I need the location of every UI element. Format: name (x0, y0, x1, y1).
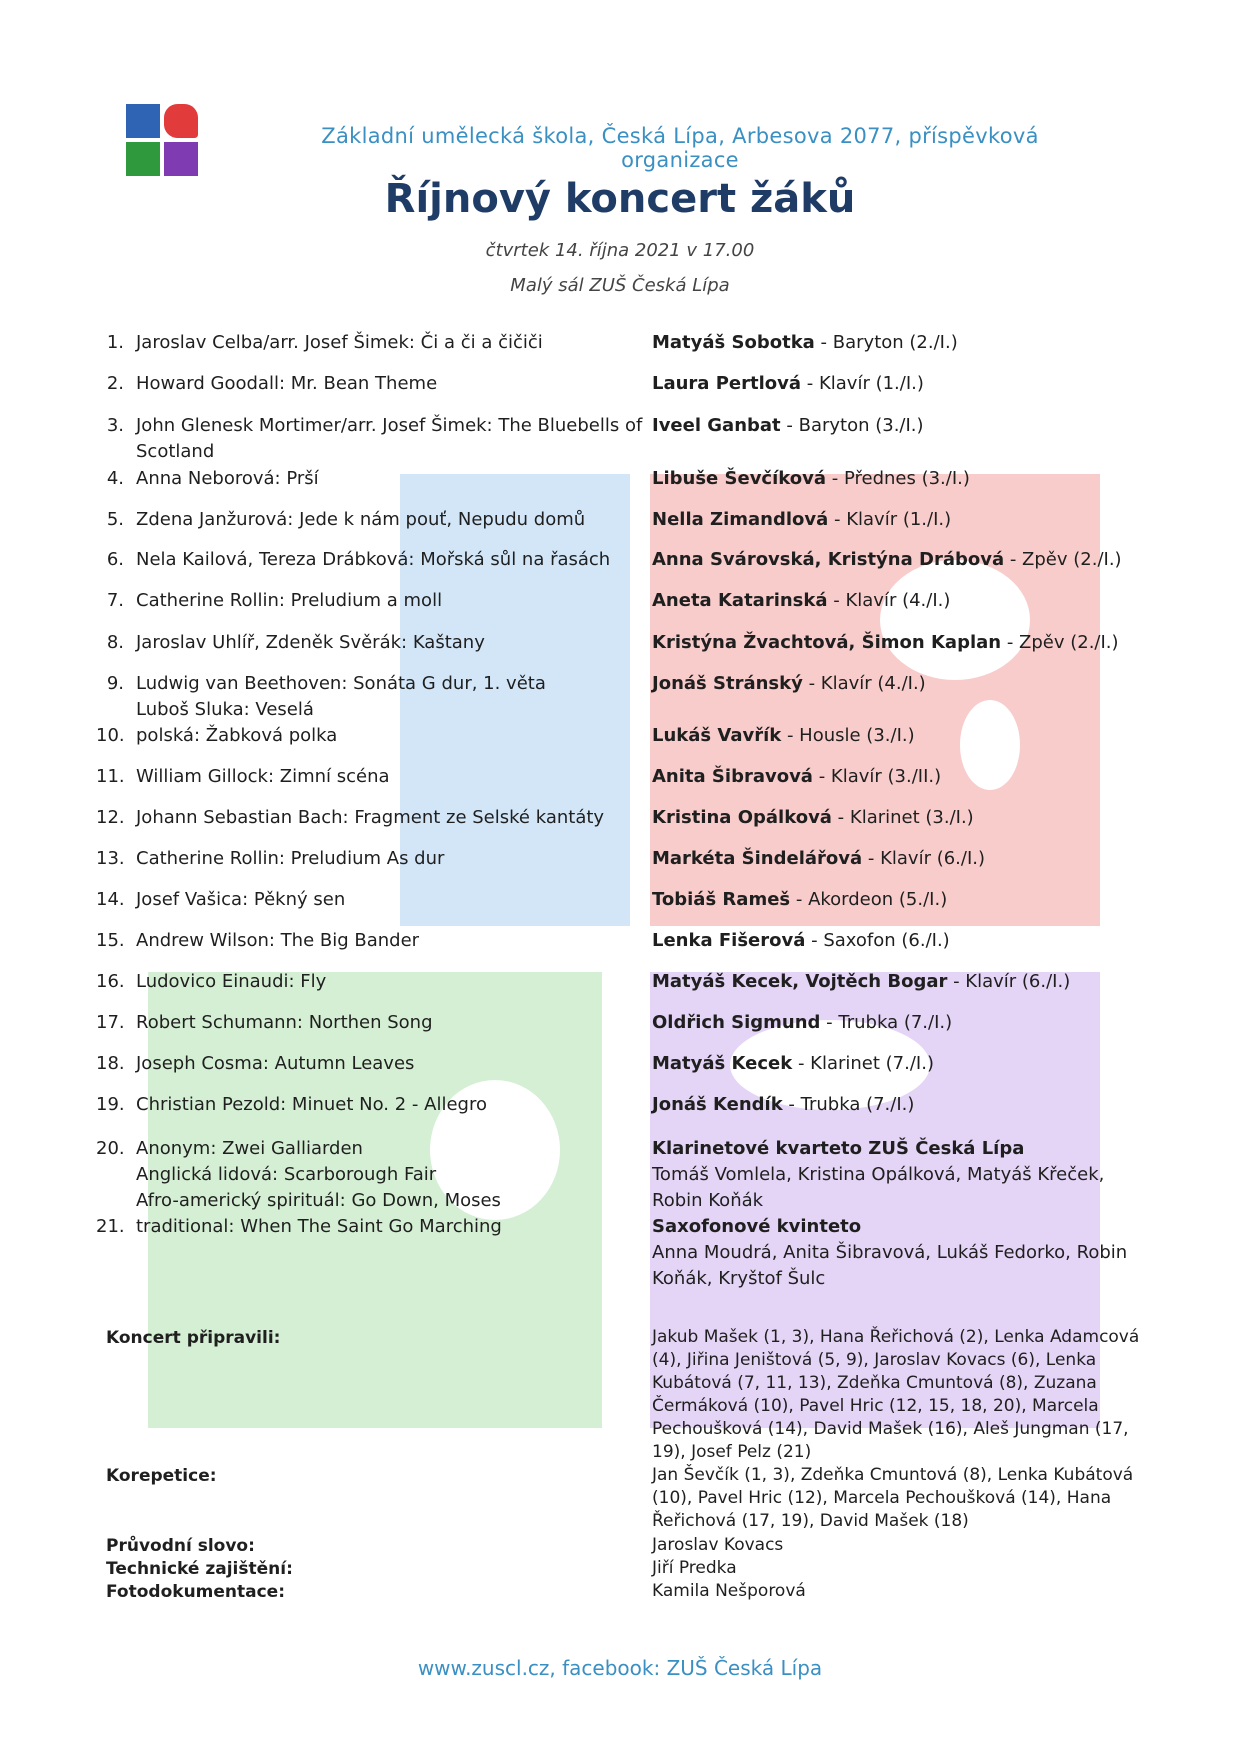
ensemble-name: Klarinetové kvarteto ZUŠ Česká Lípa (652, 1138, 1025, 1159)
performer-instrument: - Trubka (7./I.) (820, 1012, 953, 1033)
item-number: 20. (96, 1138, 125, 1159)
credit-label-photo: Fotodokumentace: (106, 1582, 286, 1602)
item-number: 17. (96, 1012, 125, 1033)
item-number: 13. (96, 848, 125, 869)
item-piece: Ludwig van Beethoven: Sonáta G dur, 1. věta (136, 673, 546, 694)
item-performer (652, 805, 1152, 831)
credit-text-korepetice: Jan Ševčík (1, 3), Zdeňka Cmuntová (8), Lenka Kubátová (10), Pavel Hric (12), Marcela Pechoušková (14), Hana Řeřichová (17, 19), David Mašek (18) (652, 1465, 1134, 1531)
item-performer (652, 466, 1152, 492)
item-number: 1. (106, 332, 124, 353)
concert-date: čtvrtek 14. října 2021 v 17.00 (485, 240, 755, 261)
item-piece: Jaroslav Uhlíř, Zdeněk Svěrák: Kaštany (136, 632, 485, 653)
item-performer (652, 330, 1152, 356)
performer-name: Libuše Ševčíková (652, 468, 827, 489)
ensemble-members: Tomáš Vomlela, Kristina Opálková, Matyáš Křeček, Robin Koňák (652, 1164, 1105, 1211)
credit-label-speech: Průvodní slovo: (106, 1536, 255, 1556)
item-number: 4. (106, 468, 124, 489)
item-number: 6. (106, 549, 124, 570)
performer-instrument: - Klavír (6./I.) (862, 848, 986, 869)
performer-name: Anita Šibravová (652, 766, 813, 787)
performer-name: Lenka Fišerová (652, 930, 806, 951)
item-performer (652, 1010, 1152, 1036)
item-number: 21. (96, 1216, 125, 1237)
item-number: 16. (96, 971, 125, 992)
performer-instrument: - Klavír (1./I.) (828, 509, 952, 530)
performer-name: Kristina Opálková (652, 807, 832, 828)
credit-label-prepared: Koncert připravili: (106, 1328, 281, 1348)
item-number: 19. (96, 1094, 125, 1115)
credit-text-tech: Jiří Predka (652, 1558, 737, 1578)
performer-instrument: - Saxofon (6./I.) (805, 930, 950, 951)
page-title: Říjnový koncert žáků (384, 176, 856, 222)
item-performer (652, 969, 1152, 995)
item-performer (652, 764, 1152, 790)
item-performer (652, 507, 1152, 533)
item-performer (652, 723, 1152, 749)
performer-name: Laura Pertlová (652, 373, 802, 394)
item-piece: Josef Vašica: Pěkný sen (136, 889, 346, 910)
concert-venue: Malý sál ZUŠ Česká Lípa (510, 275, 730, 296)
performer-name: Anna Svárovská, Kristýna Drábová (652, 549, 1005, 570)
performer-instrument: - Klavír (3./II.) (812, 766, 942, 787)
performer-instrument: - Trubka (7./I.) (782, 1094, 915, 1115)
credit-label-korepetice: Korepetice: (106, 1466, 217, 1486)
item-piece: Joseph Cosma: Autumn Leaves (136, 1053, 415, 1074)
item-number: 11. (96, 766, 125, 787)
item-piece: Anonym: Zwei Galliarden (136, 1138, 363, 1159)
item-piece: Zdena Janžurová: Jede k nám pouť, Nepudu domů (136, 509, 586, 530)
performer-instrument: - Zpěv (2./I.) (1001, 632, 1119, 653)
item-performer (652, 588, 1152, 614)
item-piece: Jaroslav Celba/arr. Josef Šimek: Či a či a čičiči (136, 332, 543, 353)
item-performer (652, 846, 1152, 872)
credit-text-speech: Jaroslav Kovacs (652, 1535, 784, 1555)
item-number: 2. (106, 373, 124, 394)
performer-instrument: - Přednes (3./I.) (826, 468, 970, 489)
item-piece: Christian Pezold: Minuet No. 2 - Allegro (136, 1094, 487, 1115)
item-performer (652, 413, 1152, 439)
item-performer (652, 671, 1152, 697)
credit-label-tech: Technické zajištění: (106, 1559, 293, 1579)
performer-instrument: - Akordeon (5./I.) (790, 889, 948, 910)
item-pieces (136, 1136, 646, 1214)
item-performer (652, 371, 1152, 397)
background-blob (880, 560, 1030, 680)
item-number: 14. (96, 889, 125, 910)
performer-name: Lukáš Vavřík (652, 725, 782, 746)
item-performer (652, 1092, 1152, 1118)
performer-instrument: - Baryton (3./I.) (780, 415, 924, 436)
item-performer (652, 1051, 1152, 1077)
performer-instrument: - Klarinet (7./I.) (792, 1053, 934, 1074)
item-piece: Andrew Wilson: The Big Bander (136, 930, 420, 951)
item-piece: John Glenesk Mortimer/arr. Josef Šimek: The Bluebells of Scotland (136, 415, 643, 462)
performer-name: Matyáš Sobotka (652, 332, 815, 353)
performer-name: Nella Zimandlová (652, 509, 829, 530)
item-piece: William Gillock: Zimní scéna (136, 766, 390, 787)
item-performer (652, 928, 1152, 954)
item-number: 8. (106, 632, 124, 653)
performer-name: Iveel Ganbat (652, 415, 781, 436)
performer-instrument: - Klarinet (3./I.) (831, 807, 974, 828)
footer-links: www.zuscl.cz, facebook: ZUŠ Česká Lípa (417, 1656, 823, 1680)
item-piece: Anna Neborová: Prší (136, 468, 319, 489)
item-piece: Catherine Rollin: Preludium As dur (136, 848, 445, 869)
item-piece: Johann Sebastian Bach: Fragment ze Selské kantáty (136, 807, 605, 828)
item-number: 3. (106, 415, 124, 436)
performer-name: Aneta Katarinská (652, 590, 828, 611)
item-piece: Catherine Rollin: Preludium a moll (136, 590, 443, 611)
item-piece: Howard Goodall: Mr. Bean Theme (136, 373, 438, 394)
performer-name: Markéta Šindelářová (652, 848, 863, 869)
item-piece: traditional: When The Saint Go Marching (136, 1216, 502, 1237)
performer-name: Jonáš Kendík (652, 1094, 783, 1115)
performer-instrument: - Zpěv (2./I.) (1004, 549, 1122, 570)
item-piece: Luboš Sluka: Veselá (136, 699, 314, 720)
item-performer (652, 630, 1152, 656)
performer-name: Tobiáš Rameš (652, 889, 791, 910)
item-performer (652, 1214, 1152, 1292)
performer-instrument: - Klavír (4./I.) (827, 590, 951, 611)
item-piece: Nela Kailová, Tereza Drábková: Mořská sůl na řasách (136, 549, 611, 570)
performer-instrument: - Klavír (1./I.) (801, 373, 924, 394)
item-number: 18. (96, 1053, 125, 1074)
item-number: 9. (106, 673, 124, 694)
item-performer (652, 1136, 1152, 1214)
item-number: 15. (96, 930, 125, 951)
credit-text-photo: Kamila Nešporová (652, 1581, 806, 1601)
ensemble-name: Saxofonové kvinteto (652, 1216, 862, 1237)
item-number: 10. (96, 725, 125, 746)
item-piece: Ludovico Einaudi: Fly (136, 971, 327, 992)
item-piece: Anglická lidová: Scarborough Fair (136, 1164, 437, 1185)
ensemble-members: Anna Moudrá, Anita Šibravová, Lukáš Fedorko, Robin Koňák, Kryštof Šulc (652, 1242, 1128, 1289)
performer-name: Jonáš Stránský (652, 673, 803, 694)
performer-name: Oldřich Sigmund (652, 1012, 821, 1033)
performer-instrument: - Klavír (6./I.) (947, 971, 1071, 992)
performer-instrument: - Klavír (4./I.) (802, 673, 926, 694)
performer-name: Matyáš Kecek (652, 1053, 793, 1074)
item-performer (652, 547, 1152, 573)
credit-text-prepared: Jakub Mašek (1, 3), Hana Řeřichová (2), Lenka Adamcová (4), Jiřina Jeništová (5, 9), Jaroslav Kovacs (6), Lenka Kubátová (7, 11, 13), Zdeňka Cmuntová (8), Zuzana Čermáková (10), Pavel Hric (12, 15, 18, 20), Marcela Pechoušková (14), David Mašek (16), Aleš Jungman (17, 19), Josef Pelz (21) (652, 1327, 1140, 1462)
item-performer (652, 887, 1152, 913)
item-piece: polská: Žabková polka (136, 725, 338, 746)
school-logo (126, 104, 198, 176)
performer-name: Kristýna Žvachtová, Šimon Kaplan (652, 632, 1002, 653)
item-piece: Robert Schumann: Northen Song (136, 1012, 433, 1033)
item-number: 12. (96, 807, 125, 828)
item-piece: Afro-americký spirituál: Go Down, Moses (136, 1190, 501, 1211)
item-number: 7. (106, 590, 124, 611)
performer-instrument: - Baryton (2./I.) (814, 332, 958, 353)
school-header: Základní umělecká škola, Česká Lípa, Arbesova 2077, příspěvková organizace (321, 124, 1039, 172)
item-number: 5. (106, 509, 124, 530)
performer-instrument: - Housle (3./I.) (781, 725, 915, 746)
performer-name: Matyáš Kecek, Vojtěch Bogar (652, 971, 948, 992)
